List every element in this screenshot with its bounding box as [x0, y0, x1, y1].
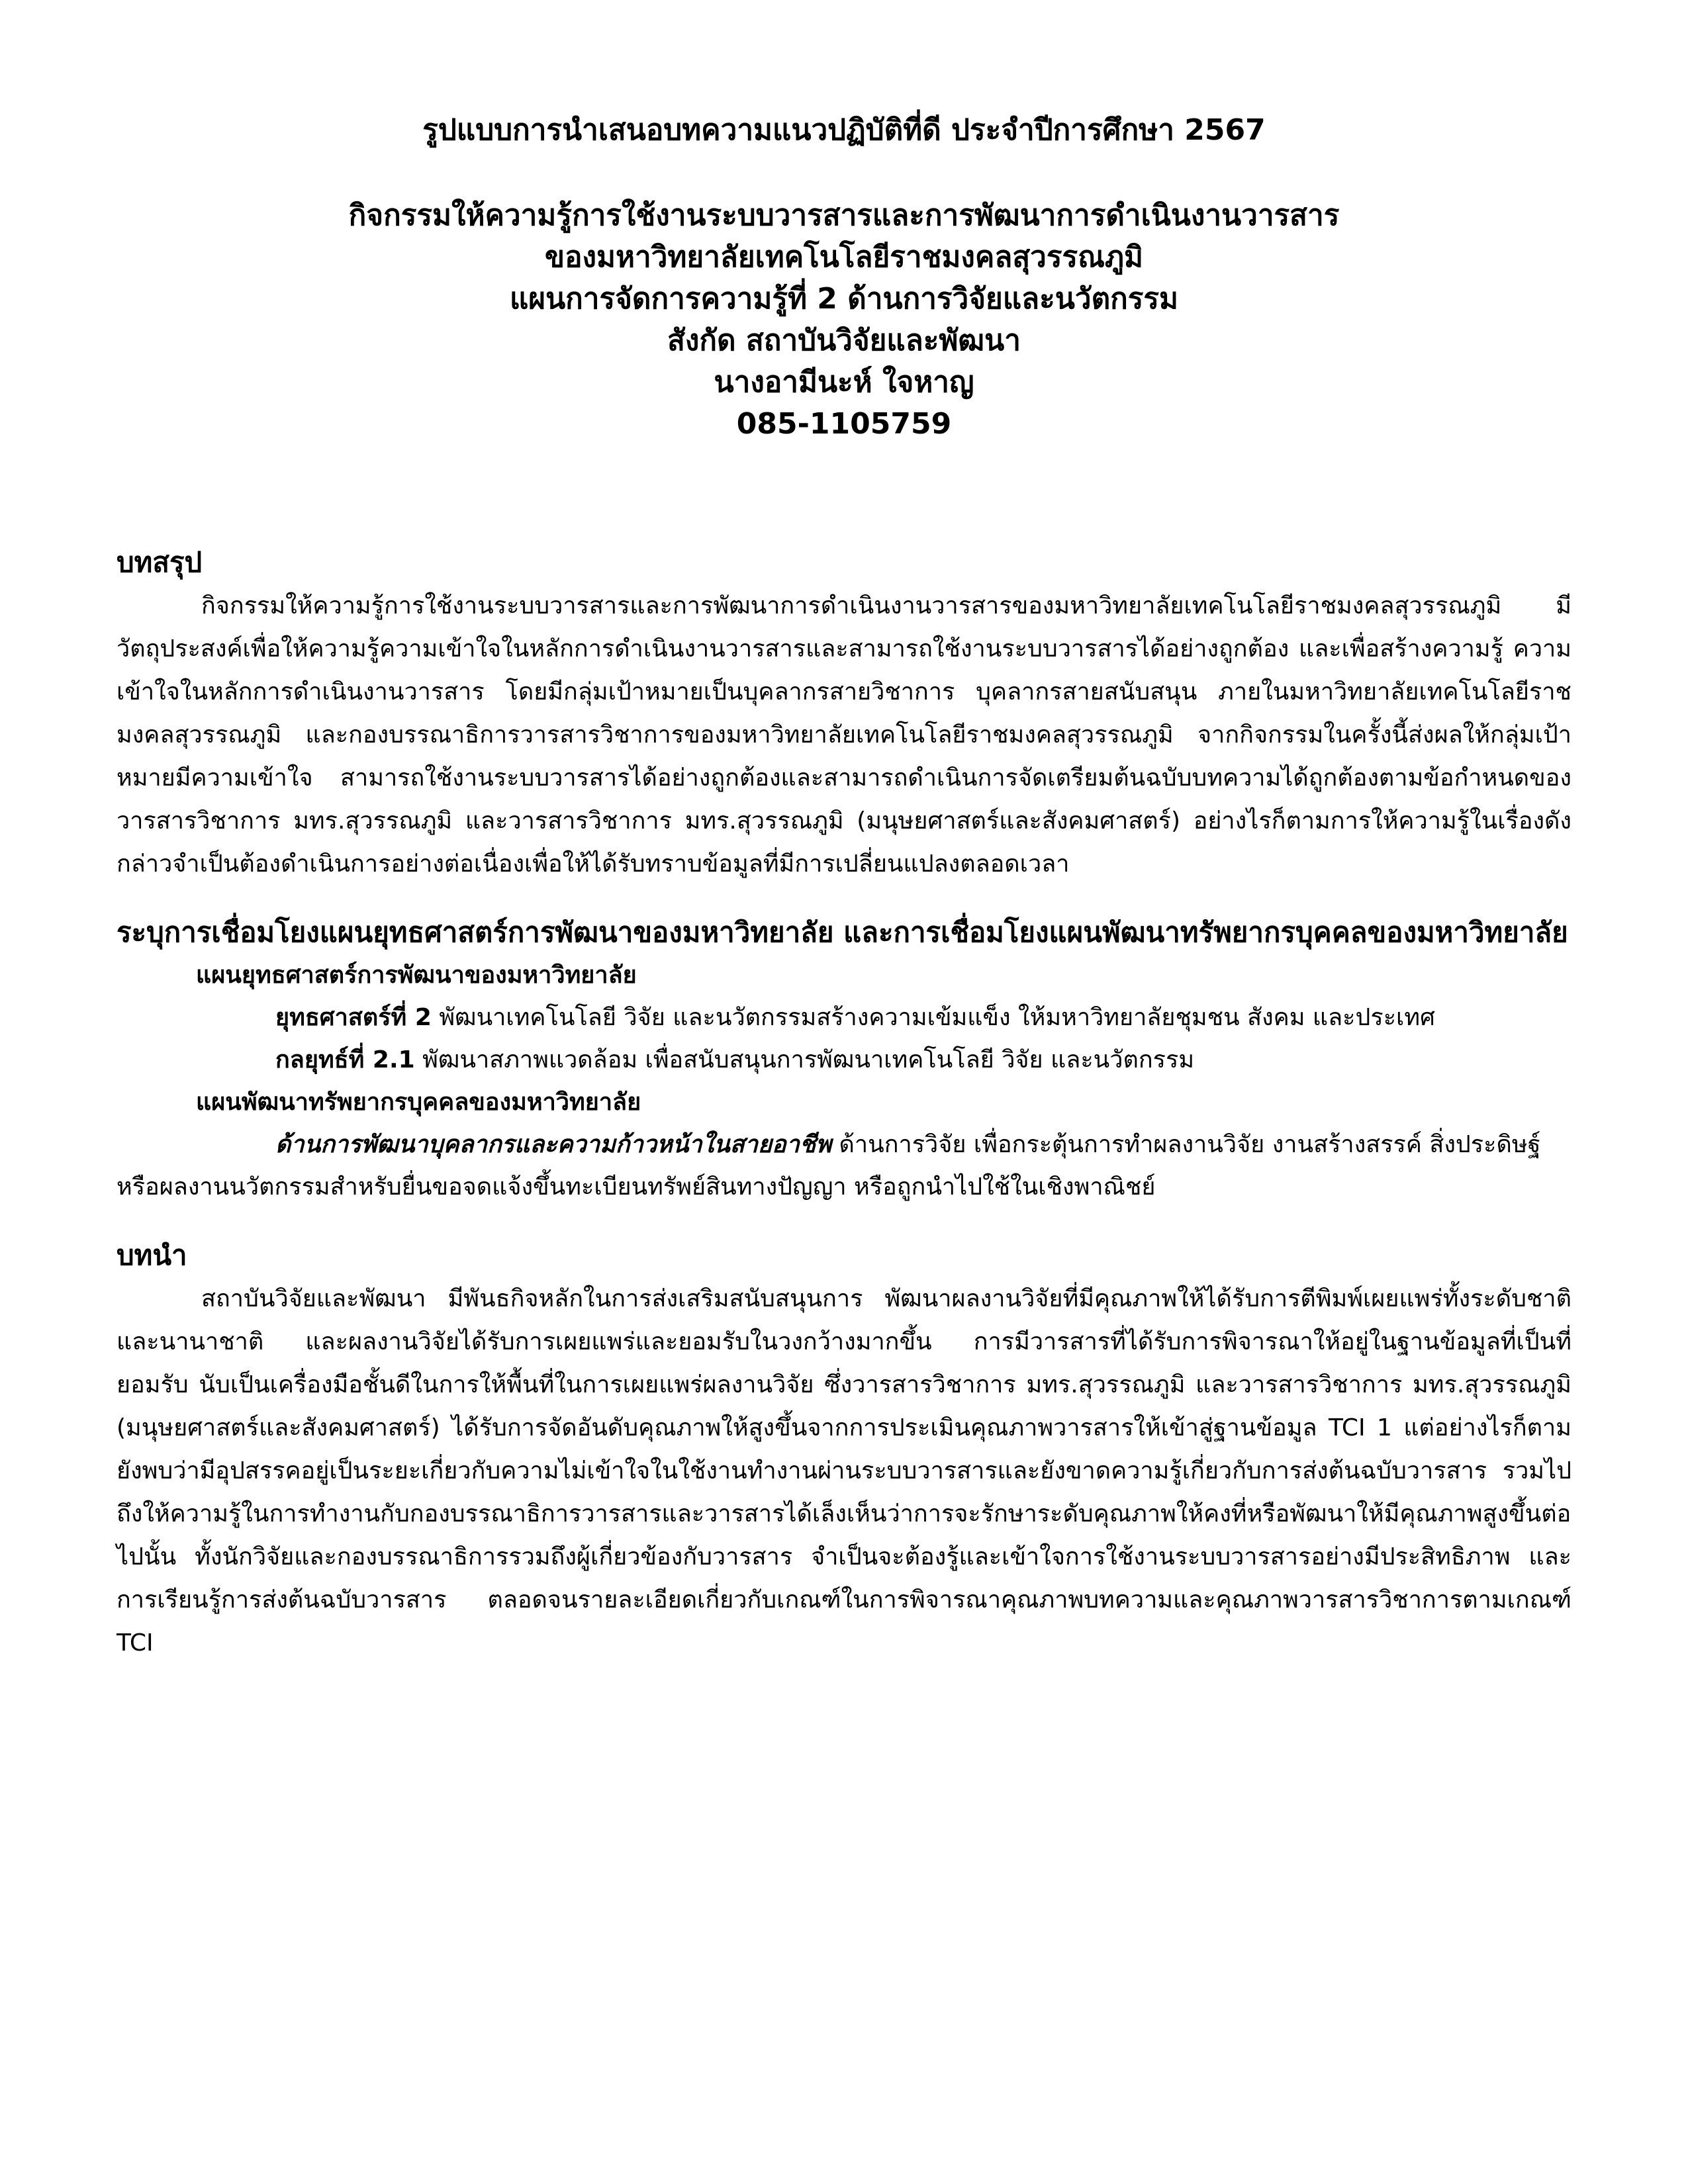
- abstract-paragraph: กิจกรรมให้ความรู้การใช้งานระบบวารสารและการพัฒนาการดำเนินงานวารสารของมหาวิทยาลัยเทคโนโลยีราชมงคลสุวรรณภูมิ มีวัตถุประสงค์เพื่อให้ความรู้ความเข้าใจในหลักการดำเนินงานวารสารและสามารถใช้งานระบบวารสารได้อย่างถูกต้อง และเพื่อสร้างความรู้ ความเข้าใจในหลักการดำเนินงานวารสาร โดยมีกลุ่มเป้าหมายเป็นบุคลากรสายวิชาการ บุคลากรสายสนับสนุน ภายในมหาวิทยาลัยเทคโนโลยีราชมงคลสุวรรณภูมิ และกองบรรณาธิการวารสารวิชาการของมหาวิทยาลัยเทคโนโลยีราชมงคลสุวรรณภูมิ จากกิจกรรมในครั้งนี้ส่งผลให้กลุ่มเป้าหมายมีความเข้าใจ สามารถใช้งานระบบวารสารได้อย่างถูกต้องและสามารถดำเนินการจัดเตรียมต้นฉบับบทความได้ถูกต้องตามข้อกำหนดของวารสารวิชาการ มทร.สุวรรณภูมิ และวารสารวิชาการ มทร.สุวรรณภูมิ (มนุษยศาสตร์และสังคมศาสตร์) อย่างไรก็ตามการให้ความรู้ในเรื่องดังกล่าวจำเป็นต้องดำเนินการอย่างต่อเนื่องเพื่อให้ได้รับทราบข้อมูลที่มีการเปลี่ยนแปลงตลอดเวลา: [117, 592, 1571, 878]
- hr-plan-paragraph: [117, 1124, 1571, 1208]
- strategy-label: ยุทธศาสตร์ที่ 2: [275, 1004, 432, 1031]
- activity-title-line-2: ของมหาวิทยาลัยเทคโนโลยีราชมงคลสุวรรณภูมิ: [545, 240, 1143, 274]
- tactic-label: กลยุทธ์ที่ 2.1: [275, 1046, 415, 1073]
- hr-focus-label: ด้านการพัฒนาบุคลากรและความก้าวหน้าในสายอาชีพ: [275, 1131, 832, 1158]
- strategy-text: พัฒนาเทคโนโลยี วิจัย และนวัตกรรมสร้างความเข้มแข็ง ให้มหาวิทยาลัยชุมชน สังคม และประเทศ: [431, 1004, 1435, 1031]
- km-plan-line: แผนการจัดการความรู้ที่ 2 ด้านการวิจัยและนวัตกรรม: [509, 282, 1179, 316]
- document-title: รูปแบบการนำเสนอบทความแนวปฏิบัติที่ดี ประจำปีการศึกษา 2567: [422, 113, 1266, 147]
- author-name: นางอามีนะห์ ใจหาญ: [714, 365, 974, 399]
- strategy-line: [117, 997, 1571, 1039]
- hr-plan-label: แผนพัฒนาทรัพยากรบุคคลของมหาวิทยาลัย: [196, 1089, 641, 1116]
- hr-focus-text: ด้านการวิจัย เพื่อกระตุ้นการทำผลงานวิจัย งานสร้างสรรค์ สิ่งประดิษฐ์ หรือผลงานนวัตกรรมสำหรับยื่นขอจดแจ้งขึ้นทะเบียนทรัพย์สินทางปัญญา หรือถูกนำไปใช้ในเชิงพาณิชย์: [117, 1131, 1541, 1201]
- abstract-section: [117, 541, 1571, 886]
- linkage-heading: ระบุการเชื่อมโยงแผนยุทธศาสตร์การพัฒนาของมหาวิทยาลัย และการเชื่อมโยงแผนพัฒนาทรัพยากรบุคคลของมหาวิทยาลัย: [117, 916, 1568, 948]
- strategic-plan-label: แผนยุทธศาสตร์การพัฒนาของมหาวิทยาลัย: [196, 962, 637, 989]
- title-block: [117, 106, 1571, 445]
- tactic-line: [117, 1039, 1571, 1081]
- linkage-section: [117, 911, 1571, 1208]
- tactic-text: พัฒนาสภาพแวดล้อม เพื่อสนับสนุนการพัฒนาเทคโนโลยี วิจัย และนวัตกรรม: [414, 1046, 1195, 1073]
- affiliation-line: สังกัด สถาบันวิจัยและพัฒนา: [667, 324, 1021, 357]
- author-phone: 085-1105759: [736, 407, 952, 441]
- introduction-heading: บทนำ: [117, 1239, 187, 1271]
- activity-title-line-1: กิจกรรมให้ความรู้การใช้งานระบบวารสารและการพัฒนาการดำเนินงานวารสาร: [348, 199, 1340, 232]
- abstract-heading: บทสรุป: [117, 546, 203, 578]
- introduction-section: [117, 1234, 1571, 1664]
- document-content: [117, 106, 1571, 1664]
- introduction-paragraph: สถาบันวิจัยและพัฒนา มีพันธกิจหลักในการส่งเสริมสนับสนุนการ พัฒนาผลงานวิจัยที่มีคุณภาพให้ได้รับการตีพิมพ์เผยแพร่ทั้งระดับชาติและนานาชาติ และผลงานวิจัยได้รับการเผยแพร่และยอมรับในวงกว้างมากขึ้น การมีวารสารที่ได้รับการพิจารณาให้อยู่ในฐานข้อมูลที่เป็นที่ยอมรับ นับเป็นเครื่องมือชั้นดีในการให้พื้นที่ในการเผยแพร่ผลงานวิจัย ซึ่งวารสารวิชาการ มทร.สุวรรณภูมิ และวารสารวิชาการ มทร.สุวรรณภูมิ (มนุษยศาสตร์และสังคมศาสตร์) ได้รับการจัดอันดับคุณภาพให้สูงขึ้นจากการประเมินคุณภาพวารสารให้เข้าสู่ฐานข้อมูล TCI 1 แต่อย่างไรก็ตามยังพบว่ามีอุปสรรคอยู่เป็นระยะเกี่ยวกับความไม่เข้าใจในใช้งานทำงานผ่านระบบวารสารและยังขาดความรู้เกี่ยวกับการส่งต้นฉบับวารสาร รวมไปถึงให้ความรู้ในการทำงานกับกองบรรณาธิการวารสารและวารสารได้เล็งเห็นว่าการจะรักษาระดับคุณภาพให้คงที่หรือพัฒนาให้มีคุณภาพสูงขึ้นต่อไปนั้น ทั้งนักวิจัยและกองบรรณาธิการรวมถึงผู้เกี่ยวข้องกับวารสาร จำเป็นจะต้องรู้และเข้าใจการใช้งานระบบวารสารอย่างมีประสิทธิภาพ และการเรียนรู้การส่งต้นฉบับวารสาร ตลอดจนรายละเอียดเกี่ยวกับเกณฑ์ในการพิจารณาคุณภาพบทความและคุณภาพวารสารวิชาการตามเกณฑ์ TCI: [117, 1285, 1571, 1657]
